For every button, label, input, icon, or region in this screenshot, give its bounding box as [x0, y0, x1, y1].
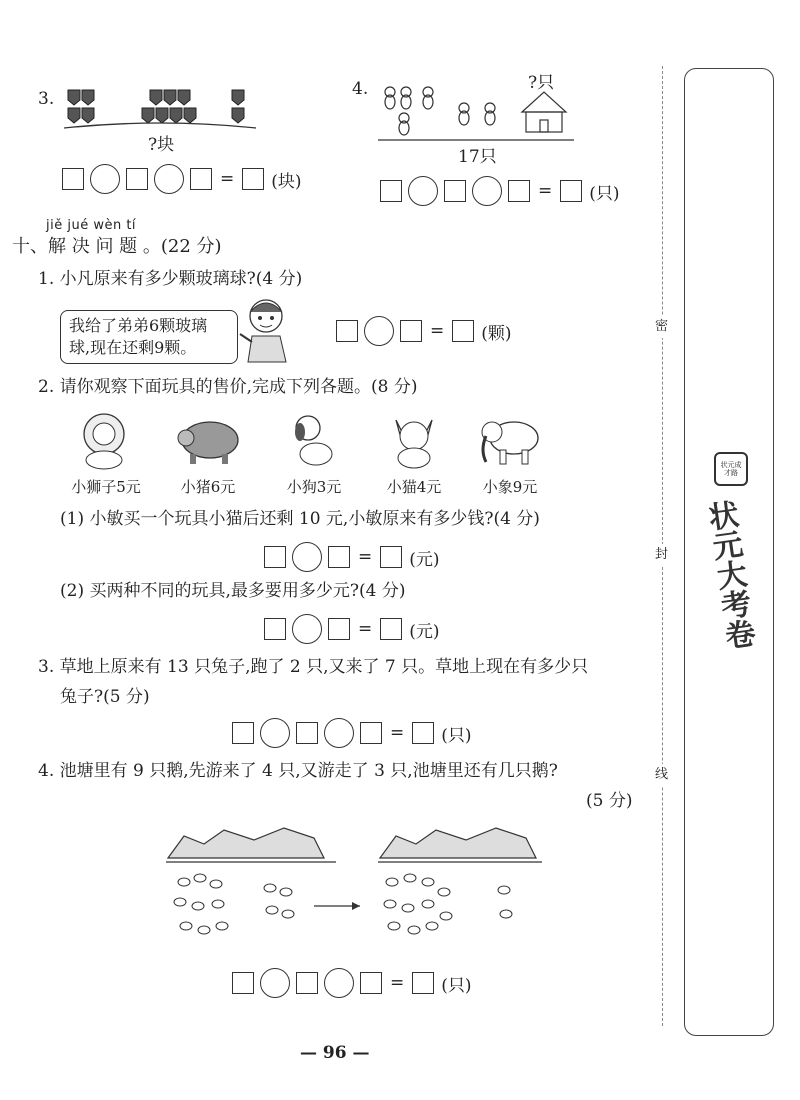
- answer-box[interactable]: [232, 972, 254, 994]
- operator-circle[interactable]: [292, 614, 322, 644]
- binding-label-dense: 密: [655, 316, 668, 338]
- answer-box[interactable]: [296, 722, 318, 744]
- result-box[interactable]: [380, 546, 402, 568]
- operator-circle[interactable]: [292, 542, 322, 572]
- equals-sign: =: [358, 619, 373, 639]
- operator-circle[interactable]: [260, 718, 290, 748]
- answer-box[interactable]: [328, 546, 350, 568]
- operator-circle[interactable]: [472, 176, 502, 206]
- section-pinyin: jiě jué wèn tí: [46, 218, 137, 233]
- q4-number: 4.: [352, 79, 369, 99]
- answer-box[interactable]: [190, 168, 212, 190]
- pig-illustration: [174, 414, 244, 466]
- equals-sign: =: [390, 973, 405, 993]
- answer-box[interactable]: [264, 546, 286, 568]
- page-number: — 96 —: [300, 1043, 370, 1063]
- q3-number: 3.: [38, 89, 55, 109]
- unit-label: (颗): [481, 323, 512, 344]
- speech-bubble: [60, 310, 238, 364]
- equals-sign: =: [538, 181, 553, 201]
- toy-price-cat: 小猫4元: [386, 478, 442, 496]
- binding-label-line: 线: [655, 764, 668, 786]
- elephant-illustration: [478, 410, 542, 470]
- brand-logo-text: 状元成才路: [720, 461, 742, 477]
- bubble-line-2: 球,现在还剩9颗。: [69, 338, 197, 357]
- problem-4-score: (5 分): [586, 791, 633, 811]
- problem-1-text: 1. 小凡原来有多少颗玻璃球?(4 分): [38, 269, 303, 289]
- brand-logo-icon: [714, 452, 748, 486]
- problem-4-equation: [232, 968, 472, 998]
- operator-circle[interactable]: [90, 164, 120, 194]
- q4-question-label: ?只: [528, 73, 555, 93]
- unit-label: (元): [409, 621, 440, 642]
- unit-label: (只): [589, 183, 620, 204]
- answer-box[interactable]: [380, 180, 402, 202]
- problem-2-text: 2. 请你观察下面玩具的售价,完成下列各题。(8 分): [38, 377, 418, 397]
- equals-sign: =: [220, 169, 235, 189]
- boy-illustration: [232, 294, 296, 364]
- unit-label: (元): [409, 549, 440, 570]
- brand-title: [700, 490, 756, 660]
- lion-illustration: [76, 410, 136, 470]
- result-box[interactable]: [412, 722, 434, 744]
- bubble-line-1: 我给了弟弟6颗玻璃: [69, 316, 208, 335]
- answer-box[interactable]: [296, 972, 318, 994]
- answer-box[interactable]: [360, 972, 382, 994]
- section-title: 十、解 决 问 题 。(22 分): [12, 236, 222, 257]
- problem-2-sub-2-equation: [264, 614, 440, 644]
- problem-2-sub-2: (2) 买两种不同的玩具,最多要用多少元?(4 分): [60, 581, 406, 601]
- result-box[interactable]: [380, 618, 402, 640]
- operator-circle[interactable]: [408, 176, 438, 206]
- result-box[interactable]: [242, 168, 264, 190]
- answer-box[interactable]: [400, 320, 422, 342]
- result-box[interactable]: [452, 320, 474, 342]
- binding-label-seal: 封: [655, 544, 668, 566]
- operator-circle[interactable]: [260, 968, 290, 998]
- brand-title-text: 状元大考卷: [700, 498, 757, 652]
- answer-box[interactable]: [336, 320, 358, 342]
- problem-3-line-2: 兔子?(5 分): [60, 687, 150, 707]
- dog-illustration: [286, 410, 342, 470]
- problem-2-sub-1: (1) 小敏买一个玩具小猫后还剩 10 元,小敏原来有多少钱?(4 分): [60, 509, 540, 529]
- pond-geese-illustration: [164, 822, 544, 954]
- toy-price-dog: 小狗3元: [286, 478, 342, 496]
- answer-box[interactable]: [264, 618, 286, 640]
- equals-sign: =: [358, 547, 373, 567]
- cat-illustration: [386, 410, 442, 470]
- equals-sign: =: [390, 723, 405, 743]
- result-box[interactable]: [412, 972, 434, 994]
- answer-box[interactable]: [232, 722, 254, 744]
- q3-question-label: ?块: [148, 135, 175, 155]
- answer-box[interactable]: [444, 180, 466, 202]
- operator-circle[interactable]: [324, 968, 354, 998]
- problem-3-line-1: 3. 草地上原来有 13 只兔子,跑了 2 只,又来了 7 只。草地上现在有多少只: [38, 657, 589, 677]
- answer-box[interactable]: [126, 168, 148, 190]
- answer-box[interactable]: [62, 168, 84, 190]
- problem-2-sub-1-equation: [264, 542, 440, 572]
- result-box[interactable]: [560, 180, 582, 202]
- problem-1-equation: [336, 316, 512, 346]
- problem-4-line-1: 4. 池塘里有 9 只鹅,先游来了 4 只,又游走了 3 只,池塘里还有几只鹅?: [38, 761, 558, 781]
- toy-price-elephant: 小象9元: [482, 478, 538, 496]
- operator-circle[interactable]: [154, 164, 184, 194]
- q3-equation: [62, 164, 302, 194]
- unit-label: (只): [441, 725, 472, 746]
- unit-label: (只): [441, 975, 472, 996]
- q4-total-label: 17只: [458, 147, 497, 167]
- unit-label: (块): [271, 171, 302, 192]
- q4-equation: [380, 176, 620, 206]
- operator-circle[interactable]: [364, 316, 394, 346]
- answer-box[interactable]: [360, 722, 382, 744]
- q3-blocks-illustration: [60, 82, 260, 134]
- answer-box[interactable]: [328, 618, 350, 640]
- toy-price-lion: 小狮子5元: [71, 478, 141, 496]
- equals-sign: =: [430, 321, 445, 341]
- toy-price-pig: 小猪6元: [180, 478, 236, 496]
- operator-circle[interactable]: [324, 718, 354, 748]
- problem-3-equation: [232, 718, 472, 748]
- answer-box[interactable]: [508, 180, 530, 202]
